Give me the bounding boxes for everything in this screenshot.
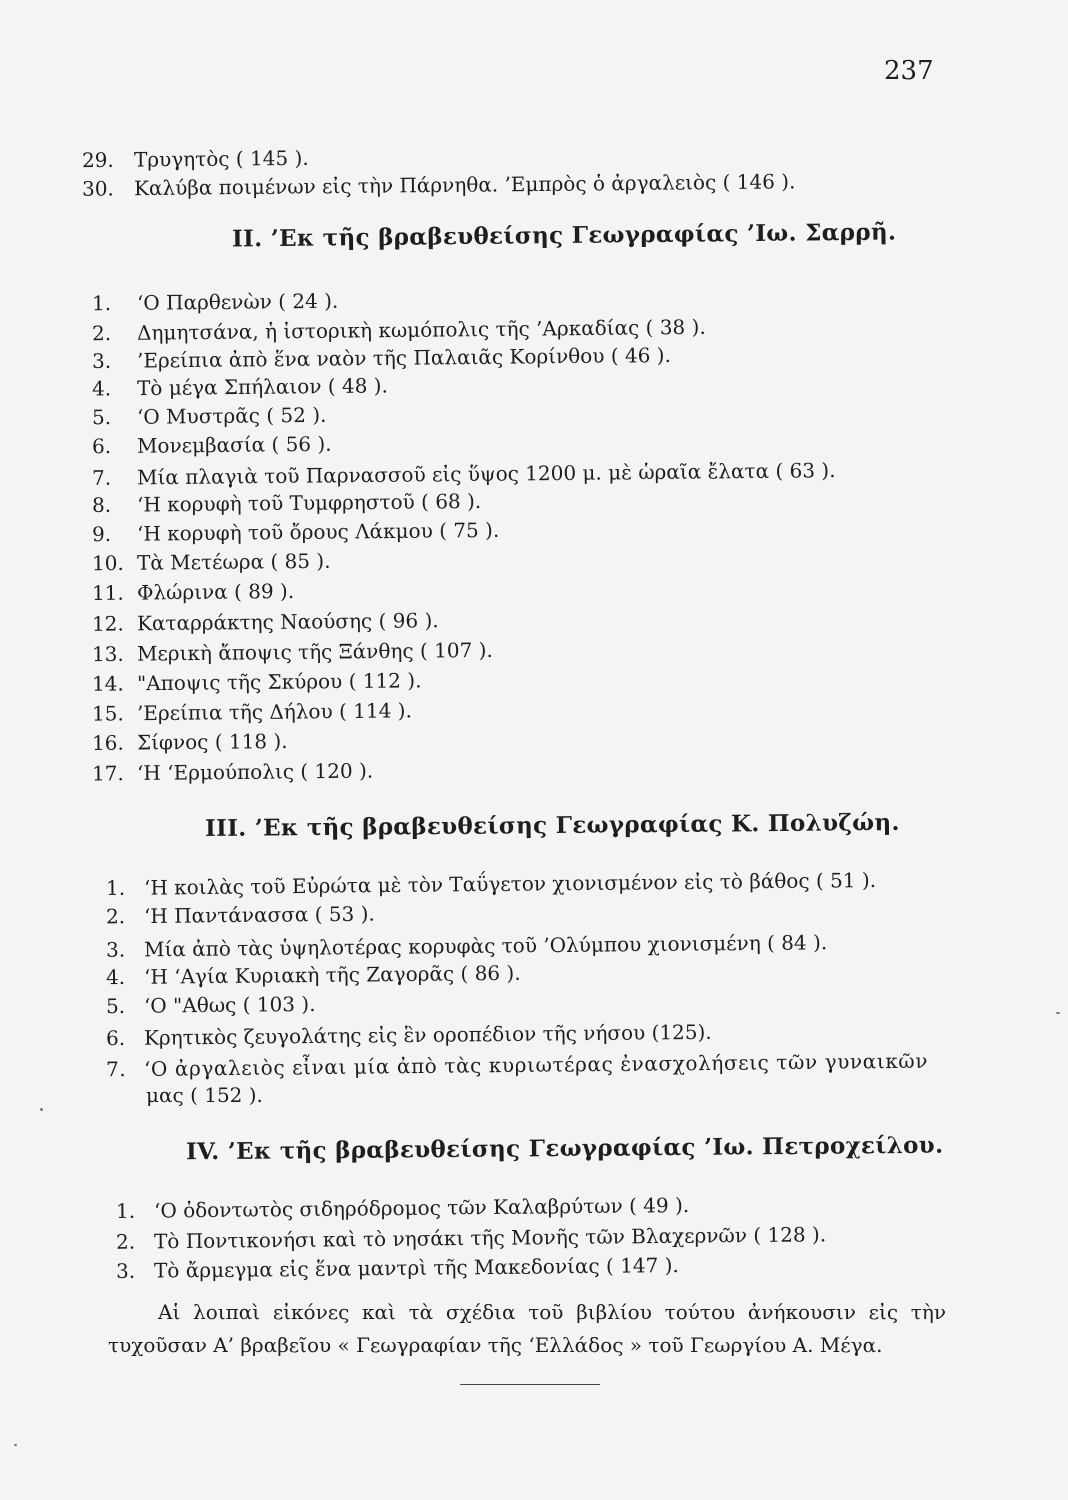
list-item	[92, 549, 331, 575]
item-number: 11.	[91, 580, 124, 606]
list-item	[92, 608, 439, 636]
item-number: 3.	[105, 937, 126, 962]
item-number: 1.	[91, 291, 112, 316]
item-text: Μερικὴ ἄποψις τῆς Ξάνθης ( 107 ).	[136, 637, 493, 666]
item-text: ‘Η ‘Αγία Κυριακὴ τῆς Ζαγορᾶς ( 86 ).	[143, 960, 521, 989]
list-item	[92, 403, 327, 429]
item-text: Καταρράκτης Ναούσης ( 96 ).	[136, 608, 439, 636]
list-item	[92, 668, 422, 695]
item-text: Μία πλαγιὰ τοῦ Παρνασσοῦ εἰς ὕψος 1200 μ. μὲ ὡραῖα ἔλατα ( 63 ).	[136, 458, 836, 490]
item-text: Φλώρινα ( 89 ).	[136, 578, 295, 605]
page-number: 237	[884, 56, 934, 86]
list-item	[92, 759, 373, 786]
item-text: ‘Η Παντάνασσα ( 53 ).	[143, 901, 375, 929]
list-item	[92, 458, 836, 490]
list-item	[106, 992, 316, 1018]
item-text: ’Ερείπια ἀπὸ ἕνα ναὸν τῆς Παλαιᾶς Κορίνθου ( 46 ).	[136, 342, 672, 373]
item-number: 15.	[91, 701, 124, 726]
item-text: ‘Η κορυφὴ τοῦ Τυμφρηστοῦ ( 68 ).	[136, 488, 482, 517]
item-number: 1.	[105, 875, 126, 901]
list-item	[116, 1222, 826, 1253]
list-item	[116, 1193, 689, 1223]
item-text: Κρητικὸς ζευγολάτης εἰς ἓν οροπέδιον τῆς νήσου (125).	[143, 1019, 712, 1050]
item-text: ‘Η κοιλὰς τοῦ Εὐρώτα μὲ τὸν Ταΰγετον χιονισμένον εἰς τὸ βάθος ( 51 ).	[143, 867, 877, 900]
list-item	[92, 638, 493, 666]
item-text: ‘Ο Παρθενὼν ( 24 ).	[136, 288, 339, 315]
item-number: 29.	[81, 147, 114, 173]
scan-speck	[1056, 1012, 1060, 1014]
list-item-continuation: μας ( 152 ).	[146, 1083, 263, 1107]
item-text: ‘Ο "Αθως ( 103 ).	[143, 991, 316, 1018]
scan-speck	[40, 1108, 43, 1111]
item-text: Μονεμβασία ( 56 ).	[136, 431, 332, 458]
list-item	[106, 868, 876, 900]
item-text: Τὸ Ποντικονήσι καὶ τὸ νησάκι τῆς Μονῆς τῶν Βλαχερνῶν ( 128 ).	[153, 1222, 827, 1254]
item-text: ’Ερείπια τῆς Δήλου ( 114 ).	[136, 698, 413, 726]
scan-speck	[14, 1444, 17, 1446]
item-number: 7.	[105, 1057, 127, 1082]
item-number: 6.	[91, 434, 112, 459]
item-number: 2.	[91, 321, 112, 346]
item-number: 10.	[91, 550, 124, 576]
item-number: 9.	[91, 521, 112, 547]
list-item	[82, 146, 309, 172]
list-item	[92, 315, 706, 345]
item-text: Τὰ Μετέωρα ( 85 ).	[136, 548, 331, 575]
item-text: "Αποψις τῆς Σκύρου ( 112 ).	[136, 668, 422, 696]
item-text: ‘Ο ἀργαλειὸς εἶναι μία ἀπὸ τὰς κυριωτέρας ἐνασχολήσεις τῶν γυναικῶν	[143, 1048, 929, 1081]
item-text: Τὸ μέγα Σπήλαιον ( 48 ).	[136, 373, 389, 401]
item-text: Δημητσάνα, ἡ ἱστορικὴ κωμόπολις τῆς ’Αρκαδίας ( 38 ).	[136, 314, 706, 345]
item-text: Καλύβα ποιμένων εἰς τὴν Πάρνηθα. ’Εμπρὸς ὁ ἀργαλειὸς ( 146 ).	[133, 169, 796, 201]
item-number: 3.	[115, 1258, 136, 1283]
item-number: 8.	[91, 492, 112, 518]
list-item	[92, 579, 294, 605]
list-item	[106, 930, 827, 962]
list-item	[92, 432, 332, 459]
list-item	[106, 1049, 928, 1082]
item-text: Σίφνος ( 118 ).	[136, 728, 288, 755]
item-number: 4.	[91, 376, 112, 401]
section-heading: IV. ’Εκ τῆς βραβευθείσης Γεωγραφίας ’Ιω. Πετροχείλου.	[185, 1131, 944, 1166]
item-number: 5.	[91, 405, 112, 430]
item-number: 5.	[105, 993, 126, 1019]
item-number: 12.	[91, 611, 124, 636]
list-item	[92, 373, 388, 400]
item-number: 1.	[115, 1198, 136, 1224]
item-text: ‘Ο Μυστρᾶς ( 52 ).	[136, 402, 327, 429]
item-number: 2.	[115, 1229, 136, 1254]
item-number: 6.	[105, 1025, 126, 1051]
section-heading: II. ’Εκ τῆς βραβευθείσης Γεωγραφίας ’Ιω. Σαρρῆ.	[231, 218, 897, 253]
list-item	[92, 518, 499, 546]
end-rule	[460, 1384, 600, 1385]
item-number: 13.	[91, 641, 124, 667]
list-item	[92, 729, 288, 755]
item-text: ‘Η κορυφὴ τοῦ ὄρους Λάκμου ( 75 ).	[136, 517, 500, 546]
list-item	[92, 343, 671, 373]
item-number: 7.	[91, 465, 112, 490]
list-item	[82, 169, 796, 200]
item-number: 4.	[105, 964, 126, 990]
list-item	[92, 489, 481, 517]
closing-paragraph: Αἱ λοιπαὶ εἰκόνες καὶ τὰ σχέδια τοῦ βιβλίου τούτου ἀνήκουσιν εἰς τὴν τυχοῦσαν Α’ βραβεῖου « Γεωγραφίαν τῆς ‘Ελλάδος » τοῦ Γεωργίου Α. Μέγα.	[108, 1300, 946, 1357]
list-item	[106, 961, 521, 989]
item-number: 14.	[91, 671, 124, 696]
item-text: ‘Η ‘Ερμούπολις ( 120 ).	[136, 758, 374, 786]
list-item	[92, 698, 412, 725]
item-text: Τὸ ἄρμεγμα εἰς ἕνα μαντρὶ τῆς Μακεδονίας ( 147 ).	[153, 1253, 679, 1283]
item-number: 17.	[91, 761, 124, 786]
list-item	[116, 1253, 679, 1283]
list-item	[106, 1020, 712, 1050]
item-text: Τρυγητὸς ( 145 ).	[133, 145, 309, 172]
item-number: 16.	[91, 730, 124, 756]
section-heading: III. ’Εκ τῆς βραβευθείσης Γεωγραφίας Κ. Πολυζώη.	[204, 808, 900, 843]
item-number: 30.	[81, 176, 114, 201]
list-item	[106, 902, 375, 929]
item-text: Μία ἀπὸ τὰς ὑψηλοτέρας κορυφὰς τοῦ ’Ολύμπου χιονισμένη ( 84 ).	[143, 930, 828, 962]
item-number: 3.	[91, 348, 112, 374]
list-item	[92, 289, 339, 316]
item-number: 2.	[105, 904, 126, 929]
item-text: ‘Ο ὀδοντωτὸς σιδηρόδρομος τῶν Καλαβρύτων ( 49 ).	[153, 1192, 690, 1223]
